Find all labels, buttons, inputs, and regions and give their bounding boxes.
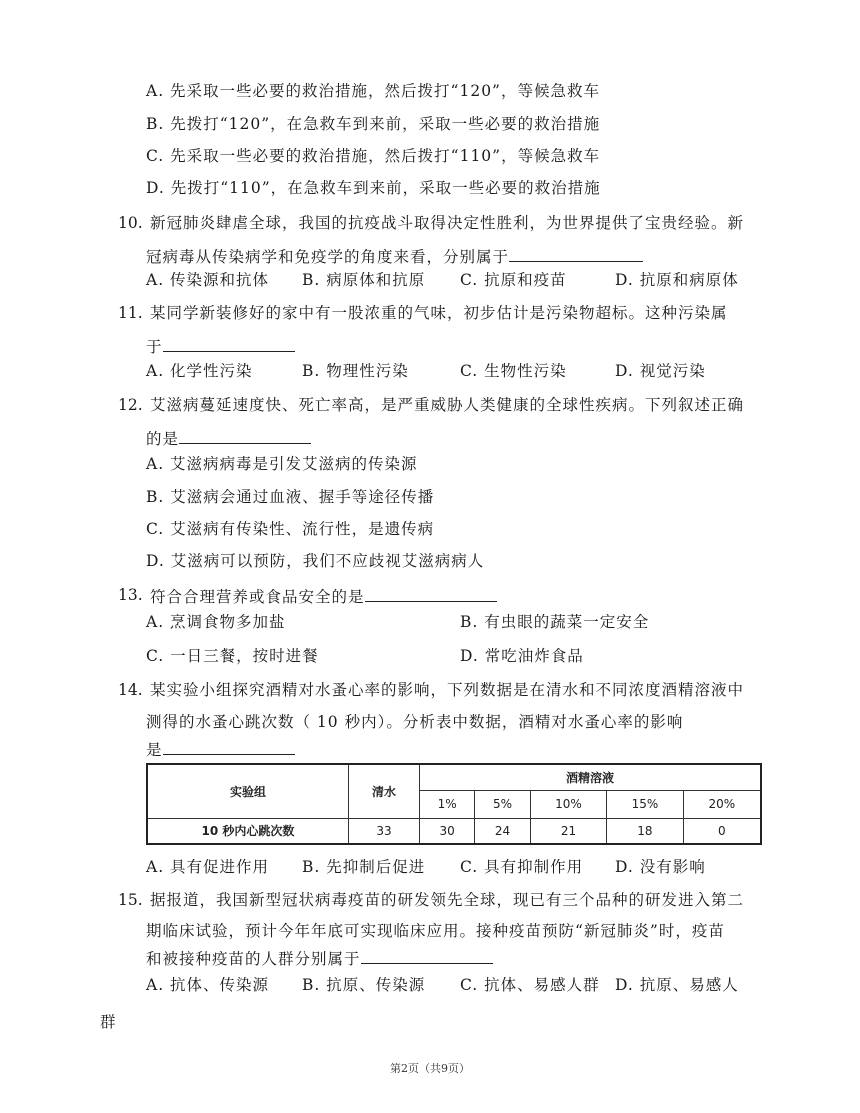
q13-stem-line1: 符合合理营养或食品安全的是 <box>150 585 497 607</box>
q11-option-c: C. 生物性污染 <box>460 362 567 380</box>
table-concentration-cell: 10% <box>530 790 606 818</box>
table-concentration-cell: 5% <box>475 790 530 818</box>
table-value-cell: 18 <box>607 818 683 844</box>
q11-option-b: B. 物理性污染 <box>302 362 409 380</box>
q10-option-c: C. 抗原和疫苗 <box>460 271 567 289</box>
q11-stem-line1: 某同学新装修好的家中有一股浓重的气味，初步估计是污染物超标。这种污染属 <box>150 304 728 322</box>
answer-blank <box>179 427 311 444</box>
q14-option-a: A. 具有促进作用 <box>146 858 270 876</box>
q12-option-b: B. 艾滋病会通过血液、握手等途径传播 <box>146 488 435 506</box>
q11-option-d: D. 视觉污染 <box>615 362 706 380</box>
q14-stem-line1: 某实验小组探究酒精对水蚤心率的影响，下列数据是在清水和不同浓度酒精溶液中 <box>150 681 745 699</box>
q11-number: 11. <box>118 304 143 322</box>
q13-option-a: A. 烹调食物多加盐 <box>146 613 286 631</box>
table-concentration-cell: 20% <box>683 790 761 818</box>
q12-stem-line2: 的是 <box>146 427 311 449</box>
q14-stem-line3: 是 <box>146 738 295 760</box>
q14-stem-line2: 测得的水蚤心跳次数（ 10 秒内）。分析表中数据，酒精对水蚤心率的影响 <box>146 713 684 731</box>
table-header-group: 实验组 <box>147 764 349 818</box>
q13-option-c: C. 一日三餐，按时进餐 <box>146 647 319 665</box>
q10-number: 10. <box>118 214 143 232</box>
answer-blank <box>361 947 493 964</box>
q9-option-b: B. 先拨打“120”，在急救车到来前，采取一些必要的救治措施 <box>146 115 601 133</box>
q14-number: 14. <box>118 681 143 699</box>
q14-option-b: B. 先抑制后促进 <box>302 858 426 876</box>
q10-option-d: D. 抗原和病原体 <box>615 271 739 289</box>
q10-option-b: B. 病原体和抗原 <box>302 271 426 289</box>
table-header-alcohol: 酒精溶液 <box>420 764 762 790</box>
q15-option-c: C. 抗体、易感人群 <box>460 976 600 994</box>
table-row-label: 10 秒内心跳次数 <box>147 818 349 844</box>
table-value-cell: 24 <box>475 818 530 844</box>
q13-number: 13. <box>118 586 143 604</box>
answer-blank <box>163 738 295 755</box>
table-concentration-cell: 1% <box>420 790 475 818</box>
q12-option-d: D. 艾滋病可以预防，我们不应歧视艾滋病病人 <box>146 552 485 570</box>
table-concentration-cell: 15% <box>607 790 683 818</box>
experiment-data-table <box>146 763 762 845</box>
table-value-cell: 0 <box>683 818 761 844</box>
q15-stem-line1: 据报道，我国新型冠状病毒疫苗的研发领先全球，现已有三个品种的研发进入第二 <box>150 891 745 909</box>
answer-blank <box>163 335 295 352</box>
table-header-water: 清水 <box>349 764 420 818</box>
q13-option-d: D. 常吃油炸食品 <box>460 647 584 665</box>
q12-number: 12. <box>118 396 143 414</box>
table-value-cell: 21 <box>530 818 606 844</box>
q15-option-d-wrap: 群 <box>100 1013 117 1031</box>
answer-blank <box>365 585 497 602</box>
q11-option-a: A. 化学性污染 <box>146 362 253 380</box>
q15-stem-line3: 和被接种疫苗的人群分别属于 <box>146 947 493 969</box>
q14-option-c: C. 具有抑制作用 <box>460 858 584 876</box>
q10-option-a: A. 传染源和抗体 <box>146 271 270 289</box>
q13-option-b: B. 有虫眼的蔬菜一定安全 <box>460 613 650 631</box>
q15-number: 15. <box>118 891 143 909</box>
q15-option-d: D. 抗原、易感人 <box>615 976 739 994</box>
q14-option-d: D. 没有影响 <box>615 858 706 876</box>
q10-stem-line2: 冠病毒从传染病学和免疫学的角度来看，分别属于 <box>146 245 643 267</box>
q9-option-d: D. 先拨打“110”，在急救车到来前，采取一些必要的救治措施 <box>146 179 601 197</box>
q12-option-a: A. 艾滋病病毒是引发艾滋病的传染源 <box>146 455 418 473</box>
table-water-value: 33 <box>349 818 420 844</box>
q9-option-c: C. 先采取一些必要的救治措施，然后拨打“110”，等候急救车 <box>146 147 601 165</box>
q9-option-a: A. 先采取一些必要的救治措施，然后拨打“120”，等候急救车 <box>146 82 600 100</box>
q10-stem-line1: 新冠肺炎肆虐全球，我国的抗疫战斗取得决定性胜利，为世界提供了宝贵经验。新 <box>150 214 745 232</box>
q15-option-b: B. 抗原、传染源 <box>302 976 426 994</box>
q11-stem-line2: 于 <box>146 335 295 357</box>
q15-stem-line2: 期临床试验，预计今年年底可实现临床应用。接种疫苗预防“新冠肺炎”时，疫苗 <box>146 922 725 940</box>
q12-stem-line1: 艾滋病蔓延速度快、死亡率高，是严重威胁人类健康的全球性疾病。下列叙述正确 <box>150 396 745 414</box>
q12-option-c: C. 艾滋病有传染性、流行性，是遗传病 <box>146 520 435 538</box>
page-footer: 第2页（共9页） <box>390 1062 470 1075</box>
answer-blank <box>509 245 643 262</box>
q15-option-a: A. 抗体、传染源 <box>146 976 270 994</box>
table-value-cell: 30 <box>420 818 475 844</box>
